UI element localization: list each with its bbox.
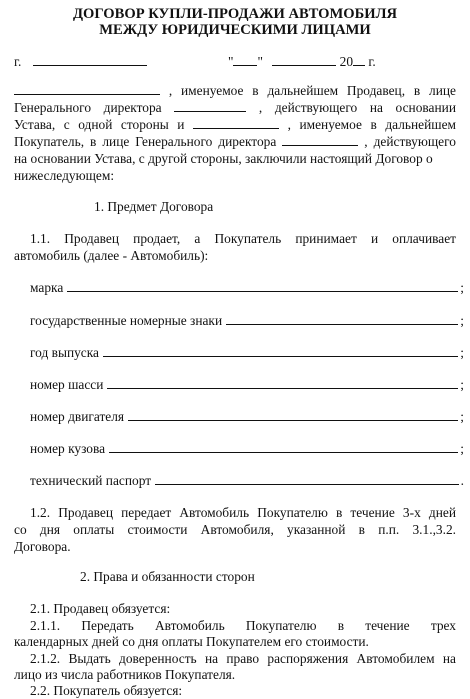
- preamble-line-5: на основании Устава, с другой стороны, заключили настоящий Договор о: [14, 151, 433, 166]
- seller-name-blank[interactable]: [14, 83, 160, 95]
- clause-1-1-line-2: автомобиль (далее - Автомобиль):: [14, 248, 209, 263]
- seller-director-blank[interactable]: [174, 100, 246, 112]
- clause-2-2: 2.2. Покупатель обязуется:: [30, 683, 183, 698]
- clause-2-1-1-line-2: календарных дней со дня оплаты Покупателем его стоимости.: [14, 634, 369, 649]
- date-year-blank[interactable]: [353, 54, 365, 66]
- date-line: [228, 54, 376, 70]
- preamble-line-4: Покупатель, в лице Генерального директора , действующего: [14, 134, 456, 149]
- document-title-line-1: ДОГОВОР КУПЛИ-ПРОДАЖИ АВТОМОБИЛЯ: [72, 6, 398, 22]
- date-year-suffix: г.: [368, 54, 376, 69]
- license-plates-blank[interactable]: [226, 313, 458, 325]
- clause-1-1-line-1: 1.1. Продавец продает, а Покупатель принимает и оплачивает: [30, 231, 456, 246]
- field-chassis-number: номер шасси ;: [30, 377, 464, 392]
- section-2-heading: 2. Права и обязанности сторон: [80, 569, 255, 584]
- preamble-line-3: Устава, с одной стороны и , именуемое в дальнейшем: [14, 117, 457, 132]
- date-month-blank[interactable]: [272, 54, 336, 66]
- engine-number-blank[interactable]: [128, 409, 458, 421]
- clause-1-2-line-1: 1.2. Продавец передает Автомобиль Покупателю в течение 3-х дней: [30, 505, 456, 520]
- section-1-heading: 1. Предмет Договора: [94, 199, 214, 214]
- place-line: [14, 54, 147, 70]
- field-engine-number: номер двигателя ;: [30, 409, 464, 424]
- chassis-number-blank[interactable]: [107, 377, 458, 389]
- buyer-director-blank[interactable]: [282, 134, 358, 146]
- preamble-line-1: , именуемое в дальнейшем Продавец, в лице: [14, 83, 456, 99]
- place-blank[interactable]: [33, 54, 147, 66]
- clause-2-1-1-line-1: 2.1.1. Передать Автомобиль Покупателю в течение трех: [30, 618, 456, 633]
- preamble-line-2: Генерального директора , действующего на основании: [14, 100, 456, 115]
- field-technical-passport: технический паспорт .: [30, 473, 464, 488]
- body-number-blank[interactable]: [109, 441, 458, 453]
- clause-2-1-2-line-1: 2.1.2. Выдать доверенность на право распоряжения Автомобилем на: [30, 651, 456, 666]
- clause-1-2-line-2: со дня оплаты стоимости Автомобиля, указанной в п.п. 3.1.,3.2.: [14, 522, 456, 537]
- date-quote-open: ": [228, 54, 234, 69]
- field-brand: марка ;: [30, 280, 464, 295]
- field-year: год выпуска ;: [30, 345, 464, 360]
- buyer-name-blank[interactable]: [193, 117, 279, 129]
- year-blank[interactable]: [103, 345, 458, 357]
- technical-passport-blank[interactable]: [155, 473, 459, 485]
- clause-1-2-line-3: Договора.: [14, 539, 71, 554]
- place-prefix: г.: [14, 54, 22, 69]
- date-day-blank[interactable]: [233, 54, 257, 66]
- preamble-line-6: нижеследующем:: [14, 168, 115, 183]
- brand-blank[interactable]: [67, 280, 458, 292]
- field-body-number: номер кузова ;: [30, 441, 464, 456]
- clause-2-1-2-line-2: лицо из числа работников Покупателя.: [14, 667, 236, 682]
- document-title-line-2: МЕЖДУ ЮРИДИЧЕСКИМИ ЛИЦАМИ: [99, 22, 371, 38]
- clause-2-1: 2.1. Продавец обязуется:: [30, 601, 171, 616]
- field-license-plates: государственные номерные знаки ;: [30, 313, 464, 328]
- date-year-prefix: 20: [339, 54, 354, 69]
- date-quote-close: ": [257, 54, 263, 69]
